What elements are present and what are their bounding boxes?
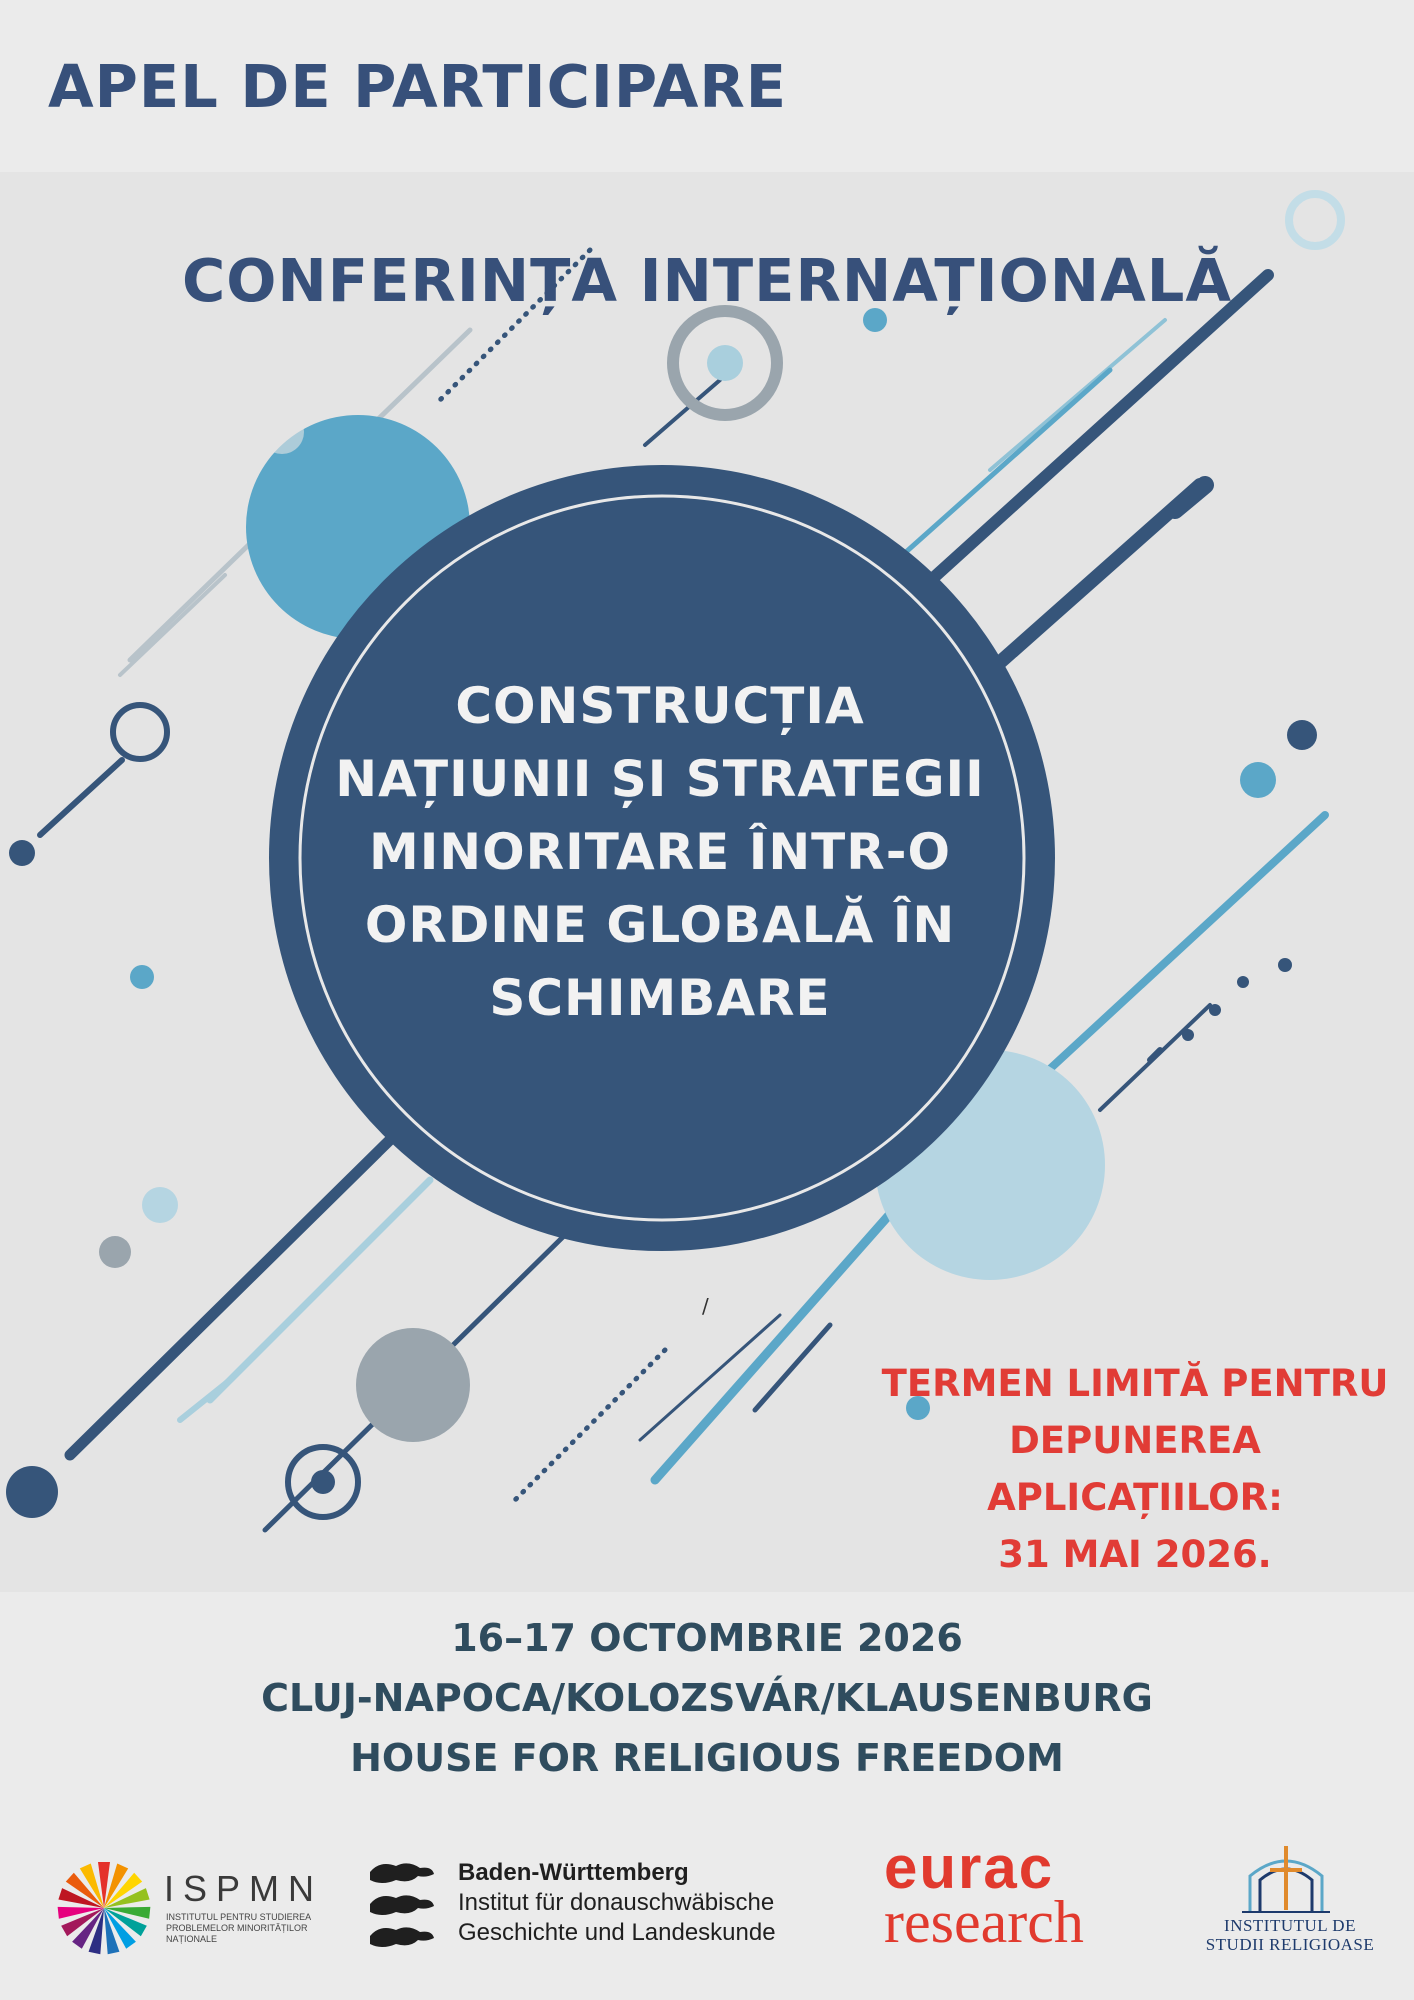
deadline-line: TERMEN LIMITĂ PENTRU	[881, 1362, 1389, 1405]
topic-line: SCHIMBARE	[489, 969, 831, 1027]
bw-line: Institut für donauschwäbische	[458, 1889, 775, 1916]
page-title: APEL DE PARTICIPARE	[48, 52, 788, 121]
bw-line: Baden-Württemberg	[458, 1859, 689, 1886]
conference-topic	[330, 670, 990, 1035]
diagonal-line	[755, 1325, 830, 1410]
grey-circle	[356, 1328, 470, 1442]
bw-line: Geschichte und Landeskunde	[458, 1919, 776, 1946]
diagonal-line	[1175, 485, 1205, 510]
research-word: research	[884, 1889, 1084, 1955]
ring-icon	[113, 705, 167, 759]
ispmn-name: ISPMN	[164, 1868, 324, 1909]
diagonal-line	[120, 575, 225, 675]
topic-line: ORDINE GLOBALĂ ÎN	[364, 896, 956, 954]
event-info	[0, 1608, 1414, 1788]
diagonal-line	[1150, 1050, 1160, 1060]
eurac-word: eurac	[884, 1834, 1055, 1901]
ispmn-subtitle-line: PROBLEMELOR MINORITĂȚILOR	[166, 1923, 308, 1933]
isr-line: STUDII RELIGIOASE	[1205, 1935, 1375, 1954]
partner-logos	[0, 1820, 1414, 1970]
ring-icon	[1289, 194, 1341, 246]
eurac-research-logo	[884, 1834, 1084, 1955]
deadline-notice	[860, 1355, 1410, 1583]
event-venue: HOUSE FOR RELIGIOUS FREEDOM	[350, 1736, 1064, 1780]
header-band	[0, 0, 1414, 172]
topic-line: NAȚIUNII ȘI STRATEGII	[335, 750, 985, 808]
diagonal-line	[70, 1130, 400, 1455]
topic-line: MINORITARE ÎNTR-O	[368, 823, 952, 881]
isr-line: INSTITUTUL DE	[1224, 1916, 1356, 1935]
dotted-line	[515, 1350, 665, 1500]
deadline-line: DEPUNEREA APLICAȚIILOR:	[987, 1419, 1283, 1519]
lions-crest-icon	[366, 1858, 438, 1954]
dot-trail	[1182, 958, 1292, 1041]
ispmn-subtitle	[166, 1912, 346, 1945]
isr-name	[1180, 1916, 1400, 1954]
diagonal-line	[40, 760, 122, 835]
event-dates: 16–17 OCTOMBRIE 2026	[451, 1616, 963, 1660]
ispmn-subtitle-line: INSTITUTUL PENTRU STUDIEREA	[166, 1912, 312, 1922]
diagonal-line	[920, 275, 1268, 590]
event-city: CLUJ-NAPOCA/KOLOZSVÁR/KLAUSENBURG	[261, 1676, 1153, 1720]
diagonal-line	[180, 1380, 230, 1420]
diagonal-line	[980, 485, 1200, 680]
ispmn-subtitle-line: NAȚIONALE	[166, 1934, 218, 1944]
deadline-line: 31 MAI 2026.	[998, 1533, 1272, 1576]
ispmn-logo-icon	[56, 1860, 152, 1956]
bw-institute-name	[458, 1858, 776, 1948]
stray-mark: /	[702, 1294, 709, 1318]
conference-type: CONFERINȚA INTERNAȚIONALĂ	[181, 246, 1233, 315]
topic-line: CONSTRUCȚIA	[455, 677, 865, 735]
isr-logo-icon	[1236, 1842, 1336, 1914]
